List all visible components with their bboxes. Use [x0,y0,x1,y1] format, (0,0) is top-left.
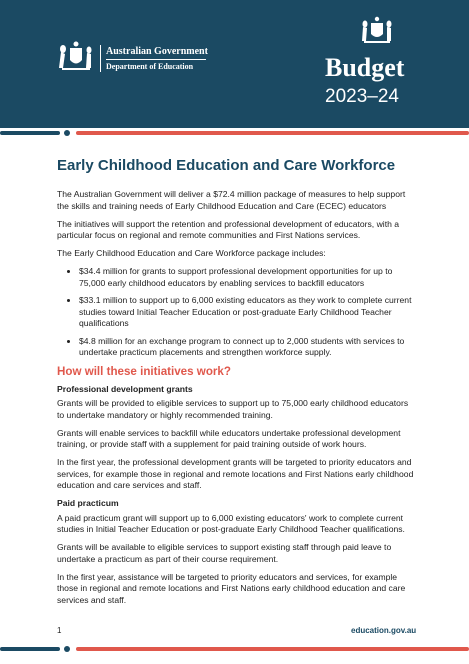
package-bullet-list [57,266,417,359]
subsection-paragraph: Grants will enable services to backfill while educators undertake professional development training, or provide staff with a supplement for paid training outside of work hours. [57,427,401,449]
subsection-paragraph: In the first year, the professional development grants will be targeted to priority educators and services, for example those in regional and remote locations and First Nations early childhood education and care services and staff. [57,457,414,490]
bullet-item: • $34.4 million for grants to support professional development opportunities for up to 75,000 early childhood educators by enabling services to backfill educators [79,266,417,289]
budget-year: 2023–24 [325,86,399,107]
bullet-item: • $4.8 million for an exchange program to connect up to 2,000 students with services to undertake practicum placements and strengthen workforce supply. [79,336,417,359]
subsection-paragraph: In the first year, assistance will be targeted to priority educators and services, for example those in regional and remote locations and First Nations early childhood education and care services and staff. [57,571,406,605]
bottom-accent-coral [76,647,469,651]
top-accent-navy [0,131,60,135]
subsection-paragraph: Grants will be available to eligible services to support existing staff through paid leave to undertake a practicum as part of their course requirement. [57,542,392,564]
subsection-heading: Professional development grants [57,383,193,394]
document-body [57,189,417,613]
page-number: 1 [57,626,62,635]
budget-title: Budget [325,53,405,82]
header-banner [0,0,469,128]
subsection-paragraph: A paid practicum grant will support up to 6,000 existing educators' work to complete current studies in Initial Teacher Education or post-graduate Early Childhood Teacher qualifications. [57,512,405,534]
coat-of-arms-icon [56,40,96,76]
page-title: Early Childhood Education and Care Workforce [57,157,396,174]
bottom-accent-navy [0,647,60,651]
top-accent-coral [76,131,469,135]
intro-paragraph-1: The Australian Government will deliver a $72.4 million package of measures to help support the skills and training needs of Early Childhood Education and Care (ECEC) educators [57,189,406,211]
government-name: Australian Government [106,45,208,57]
subsection-paragraph: Grants will be provided to eligible services to support up to 75,000 early childhood educators to undertake mandatory or highly recommended training. [57,398,409,420]
department-name: Department of Education [106,61,194,71]
section-heading: How will these initiatives work? [57,364,231,378]
logo-divider [106,59,206,60]
bullet-item: • $33.1 million to support up to 6,000 existing educators as they work to complete current studies toward Initial Teacher Education or post-graduate Early Childhood Teacher qualifications [79,295,417,330]
budget-crest-icon [360,16,394,48]
subsection-heading: Paid practicum [57,498,119,508]
government-logo [56,40,208,76]
top-accent-dot [64,130,70,136]
bottom-accent-dot [64,646,70,652]
footer-website-link[interactable]: education.gov.au [351,626,417,635]
intro-paragraph-3: The Early Childhood Education and Care Workforce package includes: [57,248,326,258]
intro-paragraph-2: The initiatives will support the retention and professional development of educators, with a particular focus on regional and remote communities and First Nations services. [57,218,400,240]
